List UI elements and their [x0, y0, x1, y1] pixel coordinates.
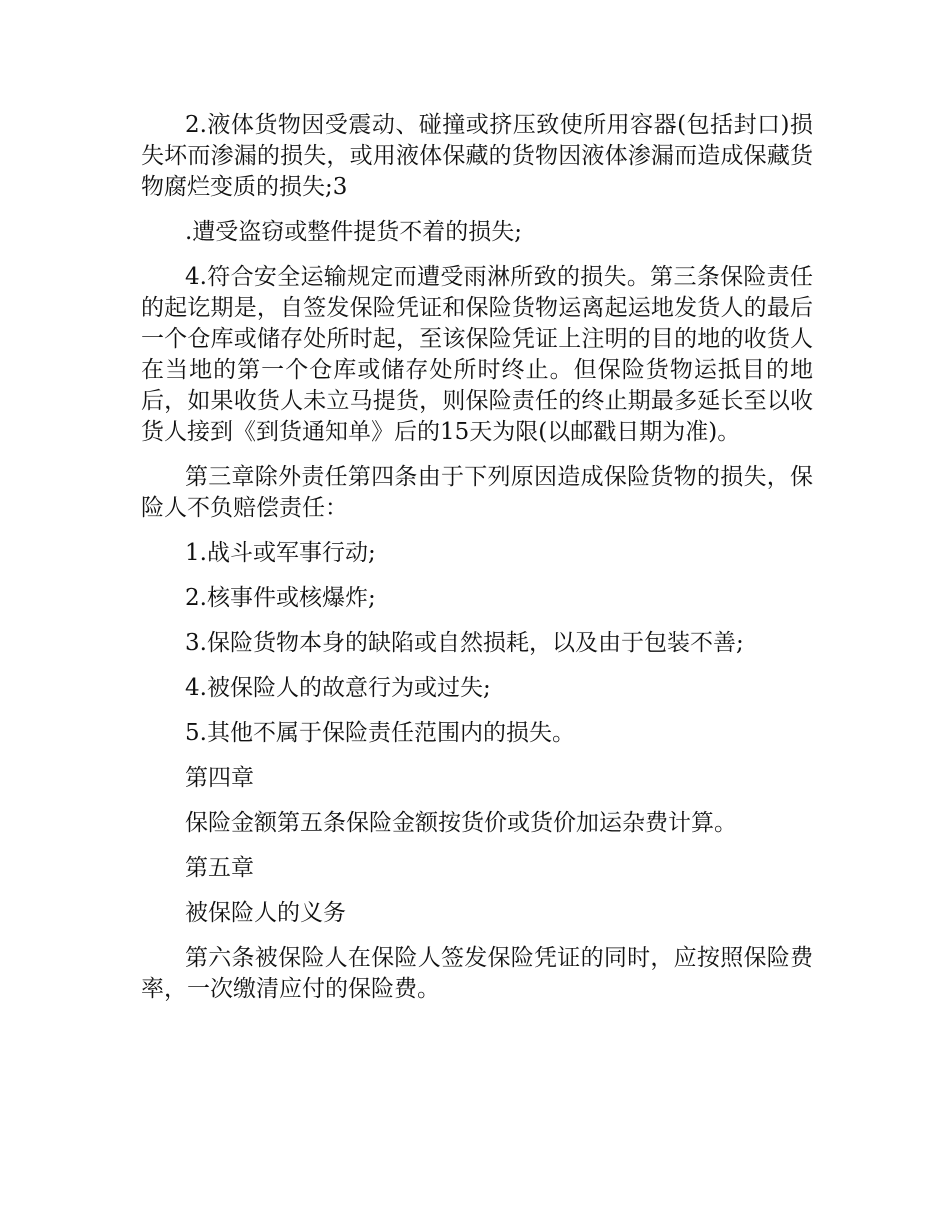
document-page	[141, 110, 813, 1019]
paragraph-liquid-leakage: 2.液体货物因受震动、碰撞或挤压致使所用容器(包括封口)损失坏而渗漏的损失，或用液体保藏的货物因液体渗漏而造成保藏货物腐烂变质的损失;3	[141, 112, 813, 200]
paragraph-insured-amount: 保险金额第五条保险金额按货价或货价加运杂费计算。	[185, 810, 737, 836]
paragraph-chapter-three-exclusions: 第三章除外责任第四条由于下列原因造成保险货物的损失，保险人不负赔偿责任：	[141, 464, 813, 521]
list-item-inherent-defect: 3.保险货物本身的缺陷或自然损耗，以及由于包装不善;	[185, 630, 744, 656]
list-item-other-losses: 5.其他不属于保险责任范围内的损失。	[185, 720, 575, 746]
paragraph-rain-damage-coverage-period: 4.符合安全运输规定而遭受雨淋所致的损失。第三条保险责任的起讫期是，自签发保险凭证和保险货物运离起运地发货人的最后一个仓库或储存处所时起，至该保险凭证上注明的目的地的收货人在当地的第一个仓库或储存处所时终止。但保险货物运抵目的地后，如果收货人未立马提货，则保险责任的终止期最多延长至以收货人接到《到货通知单》后的15天为限(以邮戳日期为准)。	[141, 264, 813, 445]
paragraph-article-six: 第六条被保险人在保险人签发保险凭证的同时，应按照保险费率，一次缴清应付的保险费。	[141, 945, 813, 1002]
list-item-intentional-act: 4.被保险人的故意行为或过失;	[185, 675, 491, 701]
paragraph-theft-loss: .遭受盗窃或整件提货不着的损失;	[185, 219, 523, 245]
chapter-four-heading: 第四章	[185, 765, 254, 791]
chapter-five-heading: 第五章	[185, 855, 254, 881]
section-title-insured-obligations: 被保险人的义务	[185, 900, 346, 926]
list-item-nuclear: 2.核事件或核爆炸;	[185, 585, 376, 611]
list-item-war: 1.战斗或军事行动;	[185, 540, 376, 566]
